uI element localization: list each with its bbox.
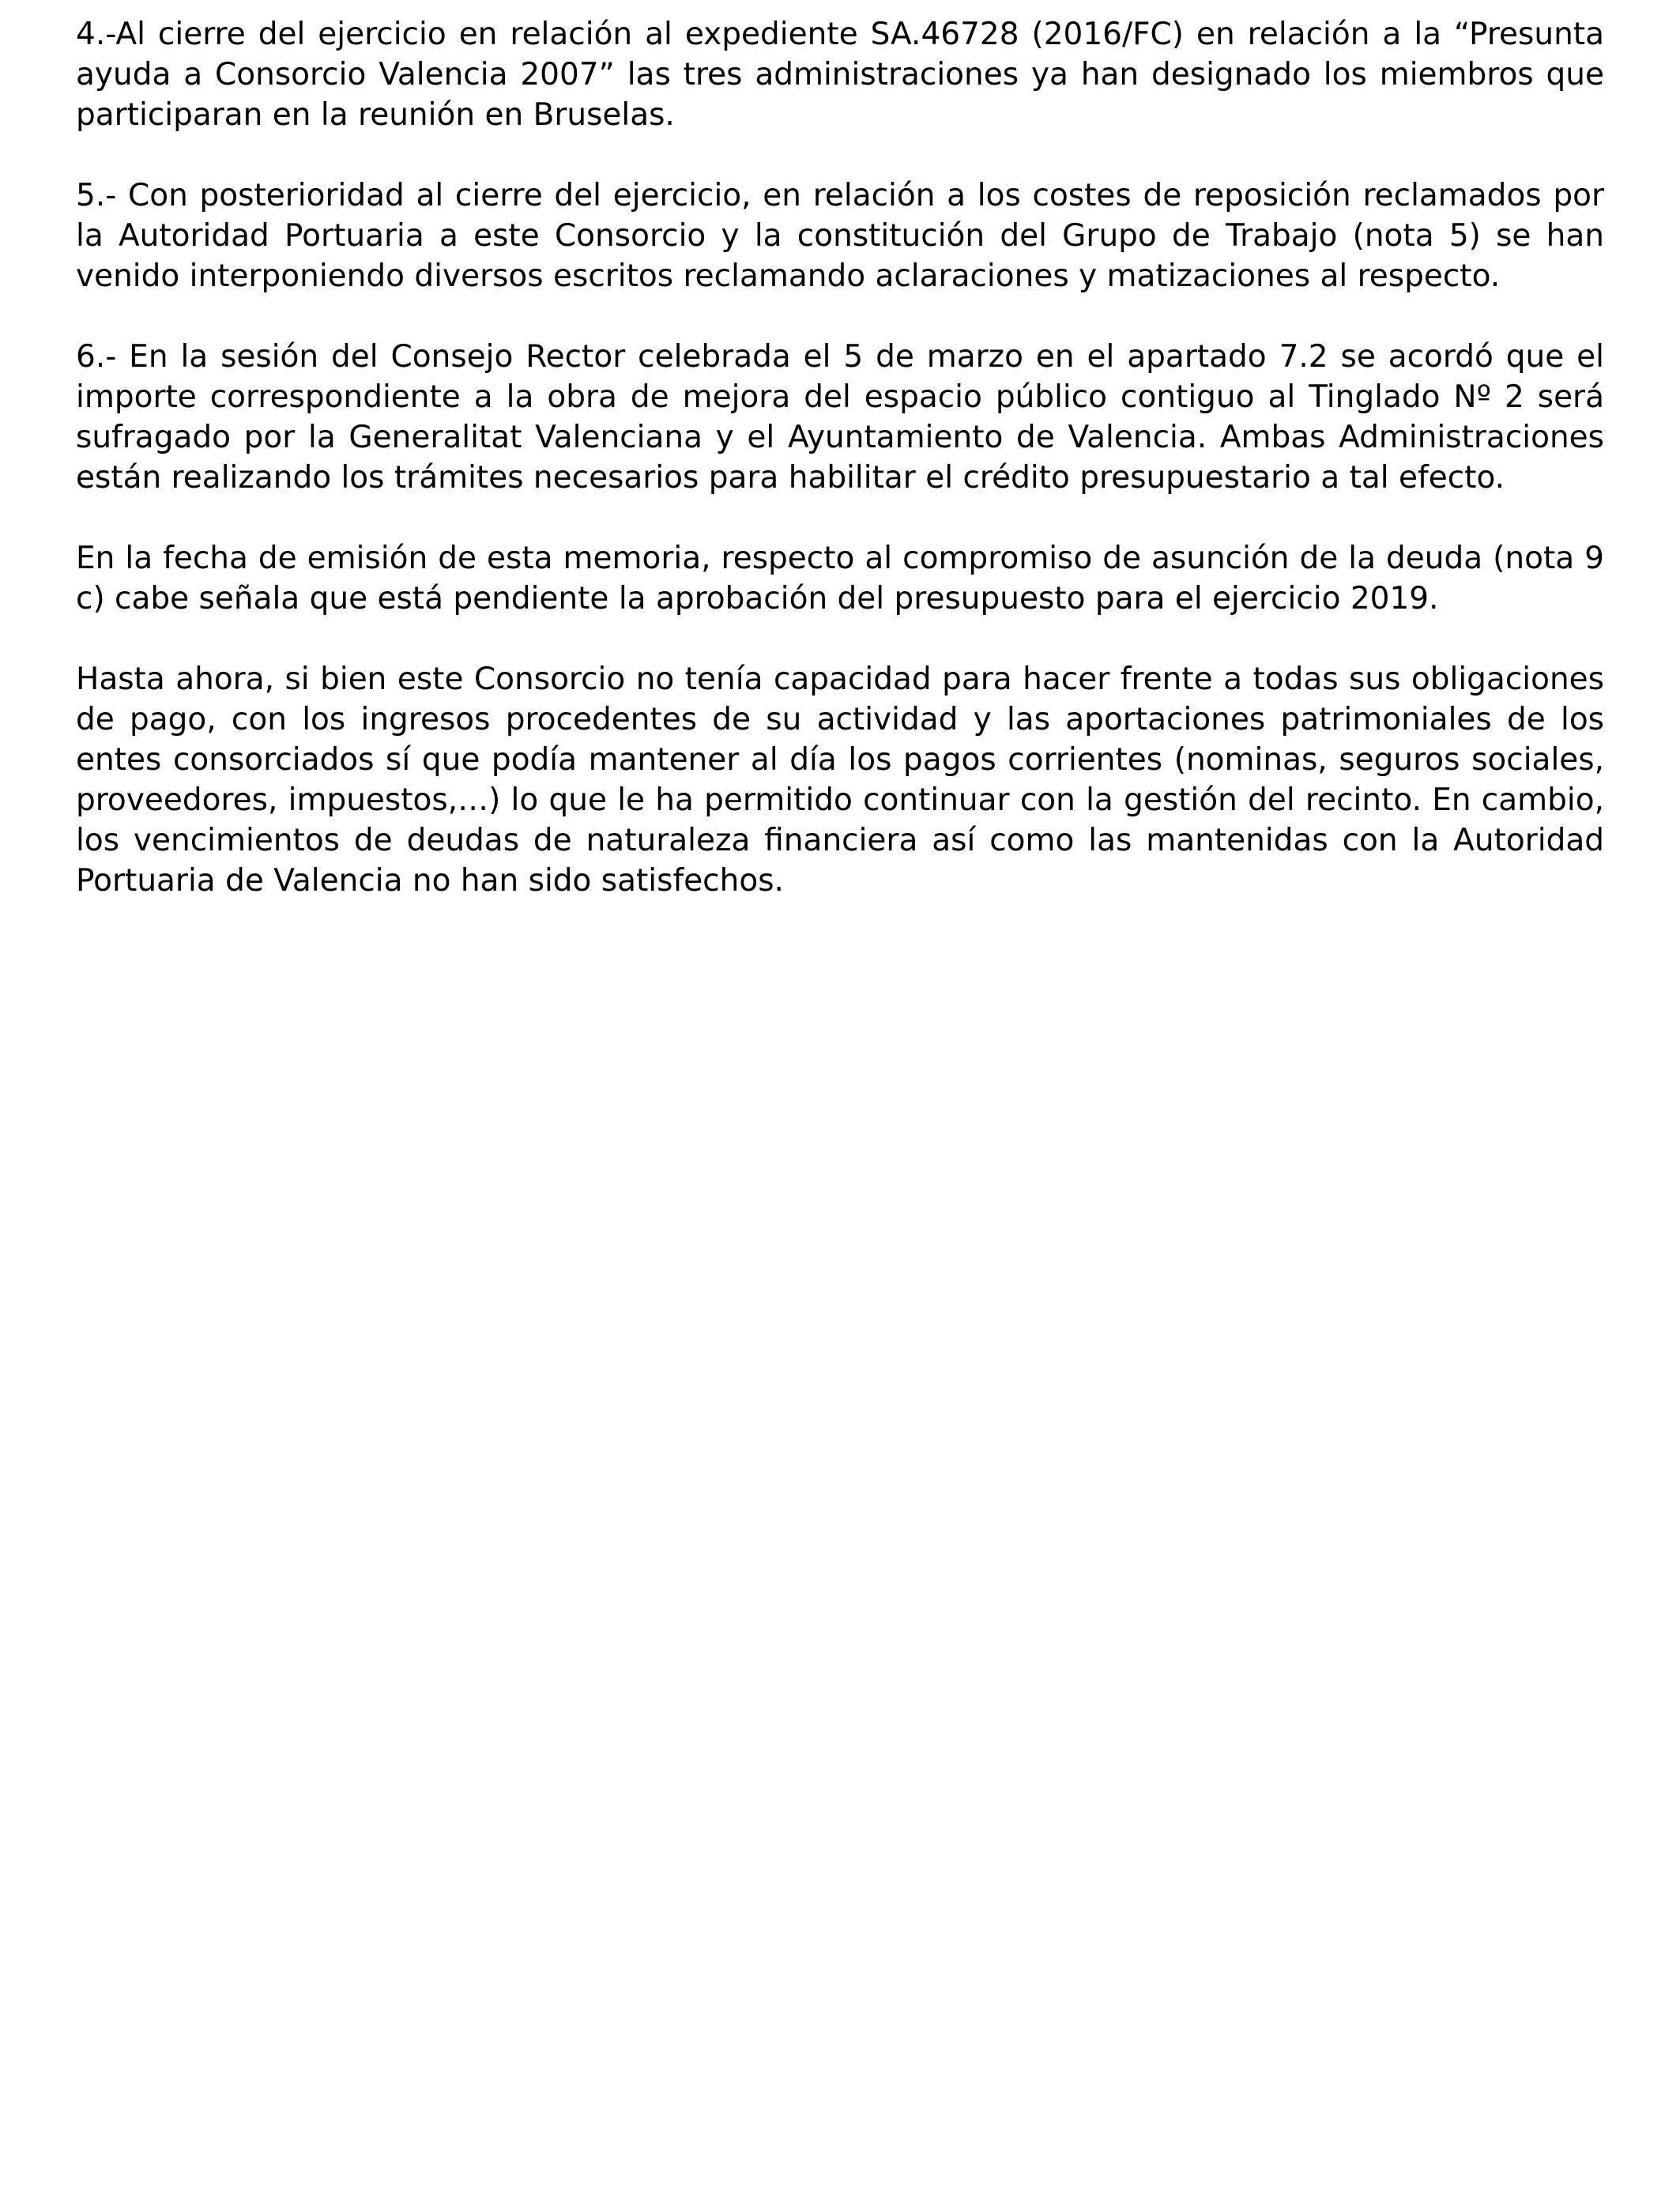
paragraph-payment-obligations: Hasta ahora, si bien este Consorcio no tenía capacidad para hacer frente a todas sus obligaciones de pago, con los ingresos procedentes de su actividad y las aportaciones patrimoniales de los entes consorciados sí que podía mantener al día los pagos corrientes (nominas, seguros sociales, proveedores, impuestos,…) lo que le ha permitido continuar con la gestión del recinto. En cambio, los vencimientos de deudas de naturaleza financiera así como las mantenidas con la Autoridad Portuaria de Valencia no han sido satisfechos. xyxy=(76,662,1604,899)
document-page xyxy=(76,14,1604,901)
paragraph-note-6: 6.- En la sesión del Consejo Rector celebrada el 5 de marzo en el apartado 7.2 se acordó que el importe correspondiente a la obra de mejora del espacio público contiguo al Tinglado Nº 2 será sufragado por la Generalitat Valenciana y el Ayuntamiento de Valencia. Ambas Administraciones están realizando los trámites necesarios para habilitar el crédito presupuestario a tal efecto. xyxy=(76,339,1604,496)
paragraph-note-5: 5.- Con posterioridad al cierre del ejercicio, en relación a los costes de reposición reclamados por la Autoridad Portuaria a este Consorcio y la constitución del Grupo de Trabajo (nota 5) se han venido interponiendo diversos escritos reclamando aclaraciones y matizaciones al respecto. xyxy=(76,178,1604,294)
paragraph-note-4: 4.-Al cierre del ejercicio en relación al expediente SA.46728 (2016/FC) en relación a la “Presunta ayuda a Consorcio Valencia 2007” las tres administraciones ya han designado los miembros que participaran en la reunión en Bruselas. xyxy=(76,17,1604,133)
paragraph-debt-commitment: En la fecha de emisión de esta memoria, respecto al compromiso de asunción de la deuda (nota 9 c) cabe señala que está pendiente la aprobación del presupuesto para el ejercicio 2019. xyxy=(76,541,1604,616)
